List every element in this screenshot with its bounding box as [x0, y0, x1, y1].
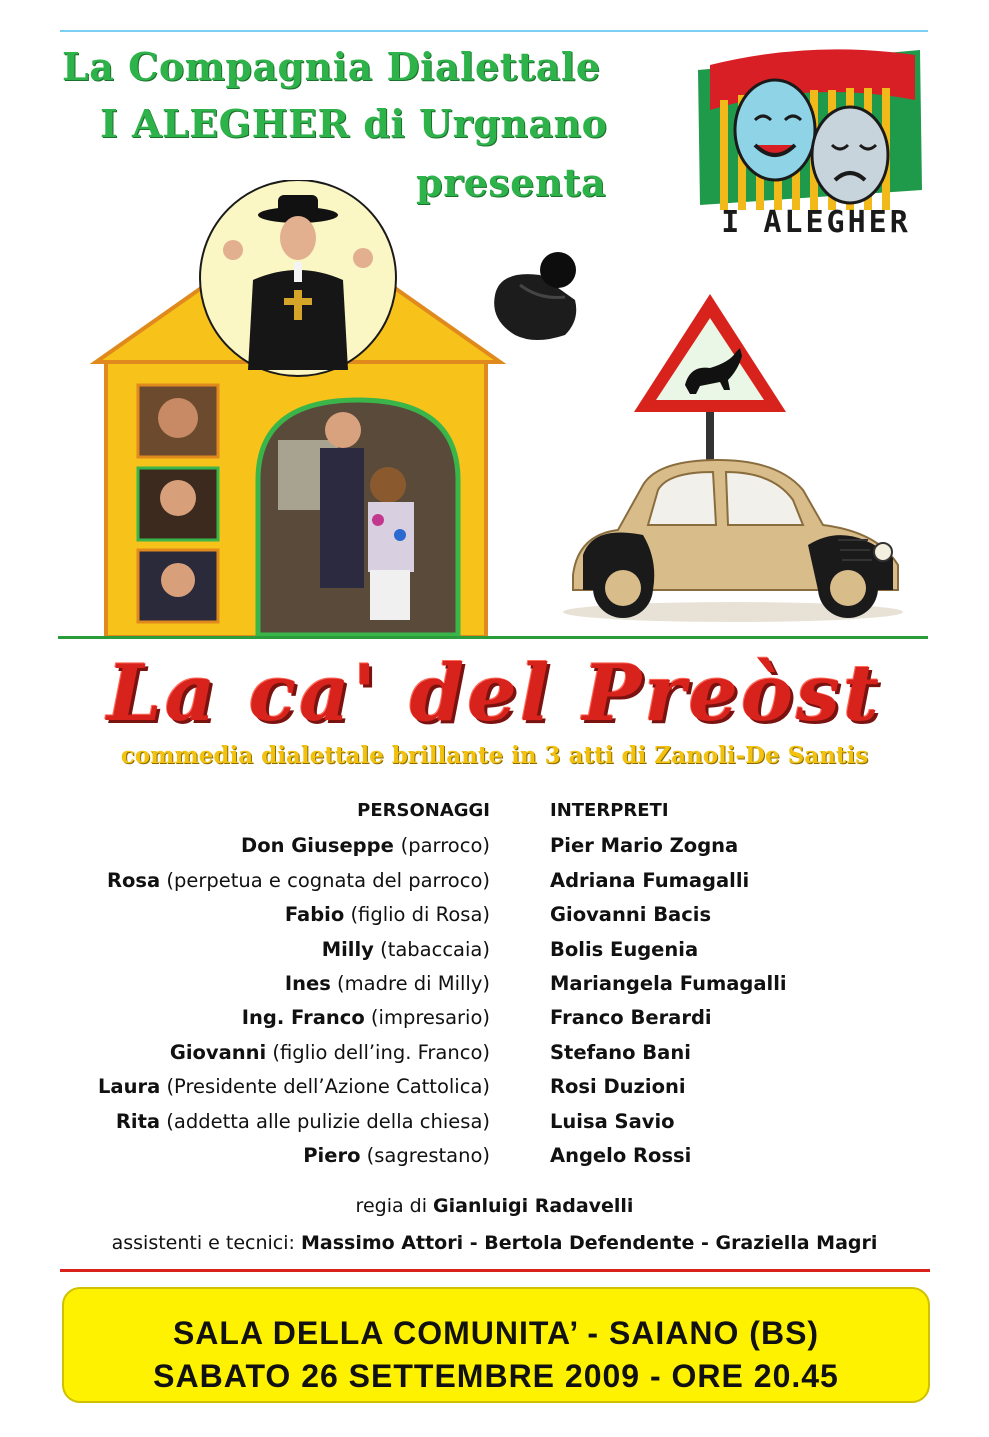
cast-row — [60, 972, 930, 1006]
actors-heading: INTERPRETI — [550, 800, 669, 821]
character-name: Laura — [98, 1075, 161, 1099]
cast-row — [60, 938, 930, 972]
character-cell — [242, 1006, 490, 1029]
character-cell — [98, 1075, 490, 1098]
character-cell — [303, 1144, 490, 1167]
actor-name: Mariangela Fumagalli — [550, 971, 787, 995]
bottom-divider — [60, 1269, 930, 1272]
character-role: (madre di Milly) — [330, 971, 490, 995]
character-name: Rosa — [106, 868, 161, 892]
character-name: Giovanni — [169, 1040, 267, 1064]
cast-row — [60, 1144, 930, 1178]
logo-text: I ALEGHER — [721, 205, 911, 240]
character-cell — [285, 972, 490, 995]
actor-name: Stefano Bani — [550, 1040, 691, 1064]
header-troupe: I ALEGHER di Urgnano — [100, 101, 608, 146]
header-presenta: presenta — [416, 160, 607, 205]
director-name: Gianluigi Radavelli — [433, 1195, 634, 1217]
character-cell — [285, 903, 490, 926]
character-name: Ines — [284, 971, 331, 995]
venue-location: SALA DELLA COMUNITA’ - SAIANO (BS) — [172, 1315, 820, 1351]
actor-name: Bolis Eugenia — [550, 937, 699, 961]
actor-name: Franco Berardi — [550, 1006, 712, 1030]
assistants-credit — [0, 1232, 989, 1254]
cast-list — [60, 800, 930, 1178]
character-name: Piero — [303, 1143, 361, 1167]
cast-row — [60, 1075, 930, 1109]
character-role: (tabaccaia) — [373, 937, 490, 961]
actor-name: Adriana Fumagalli — [550, 868, 750, 892]
actor-name: Luisa Savio — [550, 1109, 675, 1133]
assistants-label: assistenti e tecnici: — [111, 1232, 301, 1254]
character-cell — [322, 938, 490, 961]
cast-row — [60, 903, 930, 937]
actor-name: Angelo Rossi — [550, 1143, 692, 1167]
play-subtitle: commedia dialettale brillante in 3 atti di Zanoli-De Santis — [120, 742, 869, 769]
character-role: (sagrestano) — [360, 1143, 490, 1167]
cast-row — [60, 869, 930, 903]
venue-datetime: SABATO 26 SETTEMBRE 2009 - ORE 20.45 — [153, 1358, 839, 1394]
character-cell — [170, 1041, 490, 1064]
header-company: La Compagnia Dialettale — [62, 44, 601, 89]
cast-row — [60, 1110, 930, 1144]
character-role: (perpetua e cognata del parroco) — [160, 868, 490, 892]
character-cell — [241, 834, 490, 857]
actor-name: Rosi Duzioni — [550, 1075, 686, 1099]
director-label: regia di — [355, 1195, 434, 1217]
character-role: (figlio dell’ing. Franco) — [266, 1040, 490, 1064]
character-name: Ing. Franco — [241, 1006, 365, 1030]
cast-header-row — [60, 800, 930, 834]
play-title: La ca' del Preòst — [107, 648, 882, 739]
character-role: (impresario) — [364, 1006, 490, 1030]
director-credit — [0, 1195, 989, 1217]
actor-name: Pier Mario Zogna — [550, 834, 739, 858]
character-name: Milly — [321, 937, 374, 961]
house-illustration — [88, 180, 508, 640]
character-name: Rita — [115, 1109, 161, 1133]
character-name: Fabio — [284, 903, 345, 927]
character-cell — [116, 1110, 490, 1133]
cast-row — [60, 834, 930, 868]
venue-box — [62, 1287, 930, 1403]
ground-divider — [58, 636, 928, 639]
top-divider — [60, 30, 928, 32]
character-role: (parroco) — [400, 834, 490, 858]
character-role: (Presidente dell’Azione Cattolica) — [160, 1075, 490, 1099]
character-role: (addetta alle pulizie della chiesa) — [160, 1109, 490, 1133]
cast-row — [60, 1041, 930, 1075]
priest-hat-icon — [480, 245, 600, 345]
assistants-names: Massimo Attori - Bertola Defendente - Graziella Magri — [300, 1232, 878, 1254]
character-cell — [107, 869, 490, 892]
character-role: (figlio di Rosa) — [344, 903, 490, 927]
character-name: Don Giuseppe — [241, 834, 401, 858]
characters-heading: PERSONAGGI — [357, 800, 490, 821]
vintage-car-icon — [548, 440, 918, 625]
actor-name: Giovanni Bacis — [550, 903, 712, 927]
cast-row — [60, 1006, 930, 1040]
